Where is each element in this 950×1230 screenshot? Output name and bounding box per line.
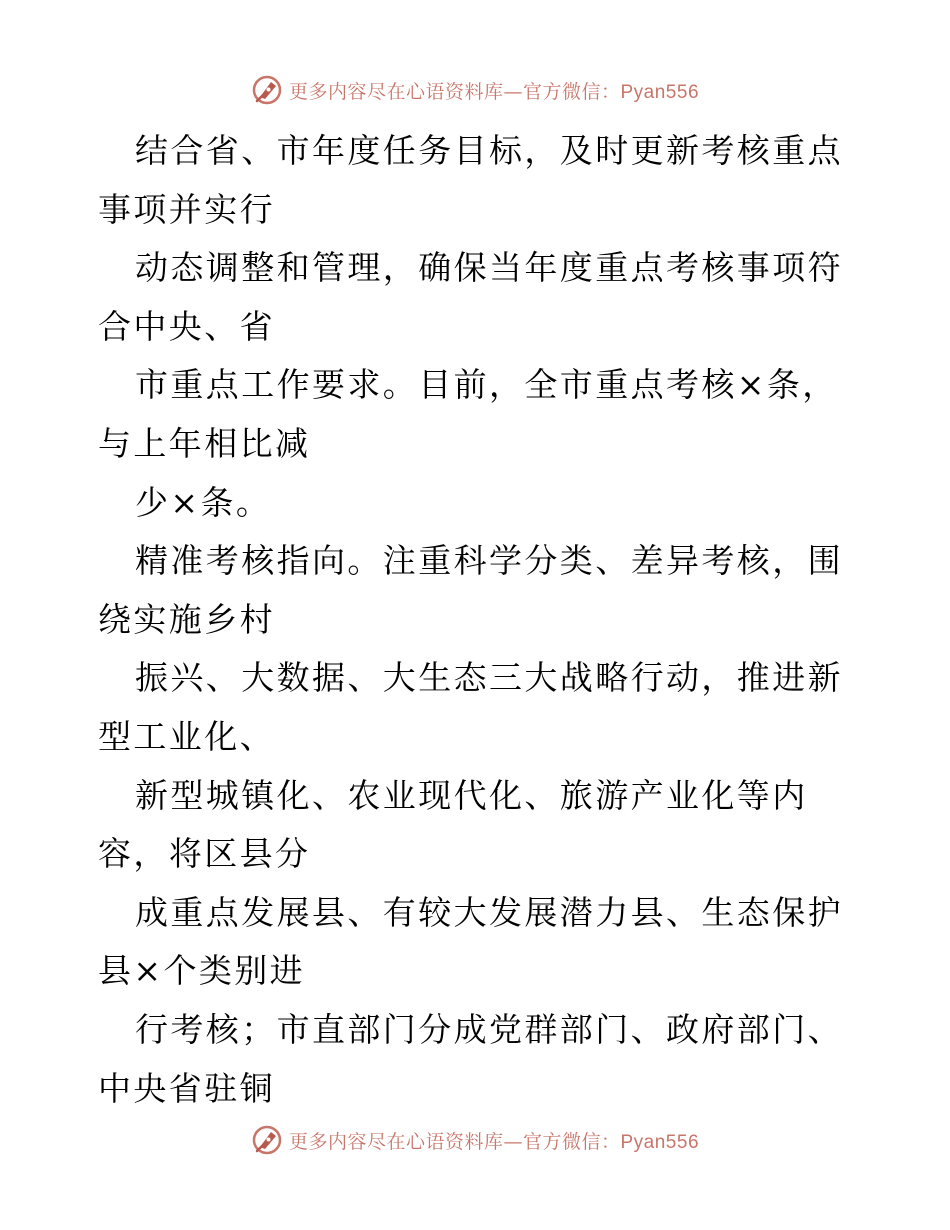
paragraph xyxy=(98,239,858,356)
paragraph-line: 将区县分 xyxy=(168,834,311,874)
paragraph-line: 振兴、大数据、大生态三大战略行动，推进新型 xyxy=(98,658,843,756)
paragraph-line: 行考核；市直部门分成党群部门、政府部门、中 xyxy=(98,1009,843,1108)
paragraph-line: 央省驻铜 xyxy=(133,1068,276,1108)
paragraph xyxy=(98,884,858,1001)
paragraph-line: 结合省、市年度任务目标，及时更新考核重点事 xyxy=(98,131,843,229)
footer-watermark xyxy=(0,1122,950,1158)
paragraph-line: 中央、省 xyxy=(133,306,276,346)
paragraph xyxy=(98,122,858,239)
watermark-text xyxy=(289,1127,699,1154)
paragraph-line: 工业化、 xyxy=(133,716,276,756)
paragraph-line: 市重点工作要求。目前，全市重点考核×条，与 xyxy=(98,365,838,463)
paragraph xyxy=(98,649,858,766)
watermark-id: Pyan556 xyxy=(620,81,700,103)
watermark-cn: 更多内容尽在心语资料库—官方微信： xyxy=(288,80,621,103)
watermark-cn: 更多内容尽在心语资料库—官方微信： xyxy=(288,1130,621,1153)
paragraph-line: ×个类别进 xyxy=(133,951,306,991)
paragraph xyxy=(98,532,858,649)
document-body xyxy=(98,122,858,1118)
paragraph-line: 精准考核指向。注重科学分类、差异考核，围绕 xyxy=(98,541,843,639)
paragraph-line: 成重点发展县、有较大发展潜力县、生态保护县 xyxy=(98,892,843,991)
paragraph xyxy=(98,767,858,884)
watermark-text xyxy=(289,77,699,104)
paragraph xyxy=(98,356,858,473)
pen-nib-circle-icon xyxy=(251,1124,283,1156)
watermark-id: Pyan556 xyxy=(620,1131,700,1153)
paragraph-line: 动态调整和管理，确保当年度重点考核事项符合 xyxy=(98,248,843,346)
header-watermark xyxy=(0,72,950,108)
paragraph-line: 项并实行 xyxy=(133,189,276,229)
paragraph-line: 上年相比减 xyxy=(133,423,311,463)
paragraph-line: 新型城镇化、农业现代化、旅游产业化等内容， xyxy=(98,775,808,874)
paragraph xyxy=(98,474,858,533)
paragraph-line: 实施乡村 xyxy=(133,599,276,639)
paragraph-line: 少×条。 xyxy=(135,482,272,522)
paragraph xyxy=(98,1001,858,1118)
pen-nib-circle-icon xyxy=(251,74,283,106)
